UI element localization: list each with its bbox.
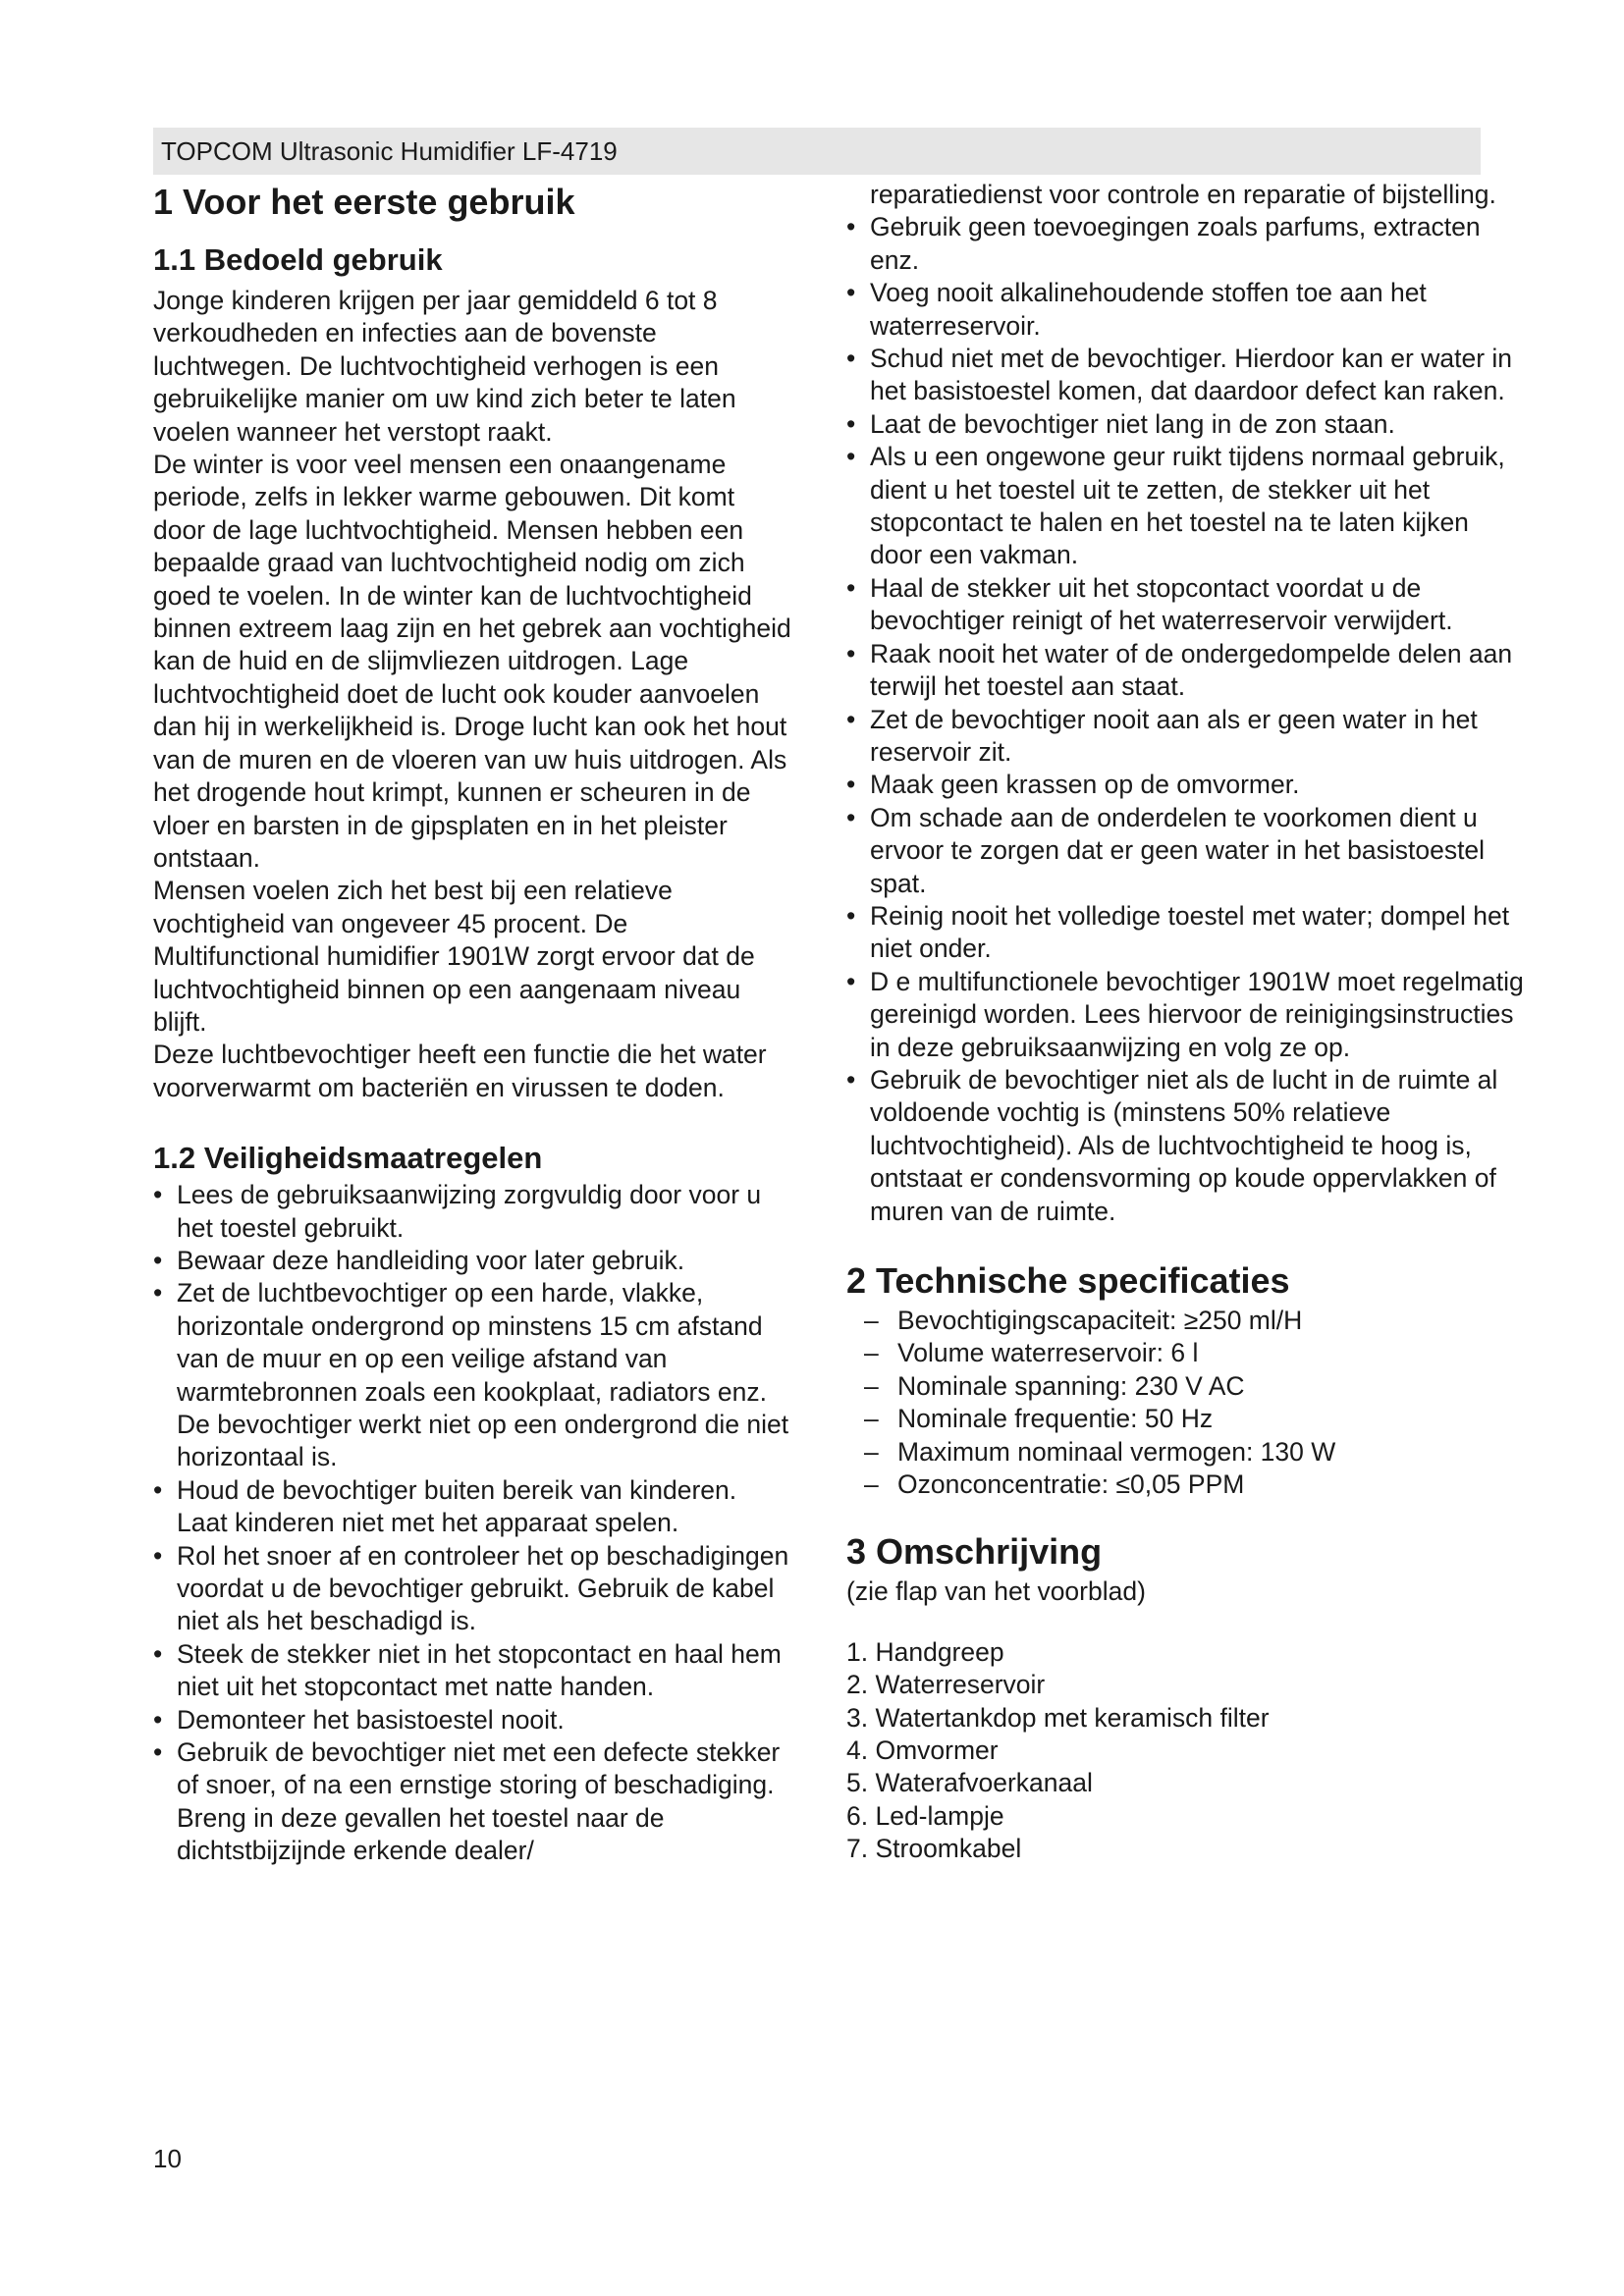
list-item: • Rol het snoer af en controleer het op beschadigingen voordat u de bevochtiger gebruikt. Gebruik de kabel niet als het beschadigd is. bbox=[153, 1540, 789, 1636]
list-item: – Nominale frequentie: 50 Hz bbox=[864, 1403, 1524, 1435]
list-item: • Zet de luchtbevochtiger op een harde, vlakke, horizontale ondergrond op minstens 15 cm afstand van de muur en op een veilige afstand van warmtebronnen zoals een kookplaat, radiators enz. De bevochtiger werkt niet op een ondergrond die niet horizontaal is. bbox=[153, 1278, 789, 1472]
list-item: • Voeg nooit alkalinehoudende stoffen toe aan het waterreservoir. bbox=[846, 278, 1427, 341]
bullet-icon: • bbox=[846, 212, 856, 242]
bullet-icon: • bbox=[846, 770, 856, 800]
bullet-icon: • bbox=[846, 704, 856, 734]
section-1-heading: 1 Voor het eerste gebruik bbox=[153, 182, 575, 222]
safety-list-right bbox=[846, 211, 1524, 1228]
document-header bbox=[153, 128, 1481, 175]
list-item: 3. Watertankdop met keramisch filter bbox=[846, 1702, 1270, 1733]
dash-icon: – bbox=[864, 1436, 879, 1467]
bullet-icon: • bbox=[846, 1064, 856, 1095]
section-1-2-heading: 1.2 Veiligheidsmaatregelen bbox=[153, 1141, 543, 1176]
bullet-icon: • bbox=[153, 1737, 163, 1768]
section-1-1-heading: 1.1 Bedoeld gebruik bbox=[153, 242, 443, 277]
list-item: • Demonteer het basistoestel nooit. bbox=[153, 1704, 791, 1736]
section-3-heading: 3 Omschrijving bbox=[846, 1531, 1103, 1573]
list-item: • Bewaar deze handleiding voor later gebruik. bbox=[153, 1245, 791, 1277]
list-item: 1. Handgreep bbox=[846, 1636, 1004, 1667]
specifications-list bbox=[846, 1305, 1524, 1501]
list-item: • Schud niet met de bevochtiger. Hierdoor kan er water in het basistoestel komen, dat daardoor defect kan raken. bbox=[846, 344, 1513, 406]
list-item: 7. Stroomkabel bbox=[846, 1834, 1022, 1864]
list-item: – Volume waterreservoir: 6 l bbox=[864, 1337, 1524, 1369]
bullet-icon: • bbox=[153, 1278, 163, 1308]
document-header-title: TOPCOM Ultrasonic Humidifier LF-4719 bbox=[161, 136, 618, 166]
bullet-icon: • bbox=[846, 408, 856, 439]
intended-use-paragraph: Jonge kinderen krijgen per jaar gemiddeld 6 tot 8 verkoudheden en infecties aan de bovenste luchtwegen. De luchtvochtigheid verhogen is een gebruikelijke manier om uw kind zich beter te laten voelen wanneer het verstopt raakt. bbox=[153, 286, 736, 447]
bullet-icon: • bbox=[846, 572, 856, 603]
right-column bbox=[846, 179, 1524, 1866]
section-3-note: (zie flap van het voorblad) bbox=[846, 1576, 1146, 1607]
list-item: 4. Omvormer bbox=[846, 1735, 999, 1766]
bullet-icon: • bbox=[846, 638, 856, 668]
page-number: 10 bbox=[153, 2144, 182, 2173]
list-item: 2. Waterreservoir bbox=[846, 1670, 1046, 1700]
list-item: • Lees de gebruiksaanwijzing zorgvuldig door voor u het toestel gebruikt. bbox=[153, 1180, 762, 1243]
list-item: – Maximum nominaal vermogen: 130 W bbox=[864, 1436, 1524, 1468]
list-item: • Maak geen krassen op de omvormer. bbox=[846, 769, 1524, 801]
list-item: – Ozonconcentratie: ≤0,05 PPM bbox=[864, 1468, 1524, 1501]
dash-icon: – bbox=[864, 1338, 879, 1368]
safety-list-left bbox=[153, 1179, 791, 1868]
bullet-icon: • bbox=[153, 1180, 163, 1210]
bullet-icon: • bbox=[846, 900, 856, 931]
intended-use-paragraph: De winter is voor veel mensen een onaangename periode, zelfs in lekker warme gebouwen. Dit komt door de lage luchtvochtigheid. Mensen hebben een bepaalde graad van luchtvochtigheid nodig om zich goed te voelen. In de winter kan de luchtvochtigheid binnen extreem laag zijn en het gebrek aan vochtigheid kan de huid en de slijmvliezen uitdrogen. Lage luchtvochtigheid doet de lucht ook kouder aanvoelen dan hij in werkelijkheid is. Droge lucht kan ook het hout van de muren en de vloeren van uw huis uitdrogen. Als het drogende hout krimpt, kunnen er scheuren in de vloer en barsten in de gipsplaten en in het pleister ontstaan. bbox=[153, 450, 791, 873]
parts-list bbox=[846, 1636, 1524, 1866]
list-item: • Gebruik geen toevoegingen zoals parfums, extracten enz. bbox=[846, 212, 1481, 275]
list-item: • Laat de bevochtiger niet lang in de zon staan. bbox=[846, 408, 1524, 441]
list-item: • Haal de stekker uit het stopcontact voordat u de bevochtiger reinigt of het waterreservoir verwijdert. bbox=[846, 572, 1453, 636]
list-item: 5. Waterafvoerkanaal bbox=[846, 1768, 1093, 1798]
left-column bbox=[153, 179, 791, 1868]
intended-use-paragraph: Deze luchtbevochtiger heeft een functie die het water voorverwarmt om bacteriën en virussen te doden. bbox=[153, 1040, 767, 1102]
list-item: • Als u een ongewone geur ruikt tijdens normaal gebruik, dient u het toestel uit te zetten, de stekker uit het stopcontact te halen en het toestel na te laten kijken door een vakman. bbox=[846, 442, 1505, 570]
bullet-icon: • bbox=[846, 802, 856, 832]
bullet-icon: • bbox=[846, 442, 856, 472]
list-item: 6. Led-lampje bbox=[846, 1800, 1004, 1831]
intended-use-paragraph: Mensen voelen zich het best bij een relatieve vochtigheid van ongeveer 45 procent. De Multifunctional humidifier 1901W zorgt ervoor dat de luchtvochtigheid binnen op een aangenaam niveau blijft. bbox=[153, 876, 755, 1037]
bullet-icon: • bbox=[153, 1474, 163, 1505]
bullet-icon: • bbox=[153, 1540, 163, 1571]
bullet-icon: • bbox=[846, 344, 856, 374]
bullet-icon: • bbox=[153, 1704, 163, 1735]
list-item: • Houd de bevochtiger buiten bereik van kinderen. Laat kinderen niet met het apparaat spelen. bbox=[153, 1474, 737, 1538]
list-item: • D e multifunctionele bevochtiger 1901W moet regelmatig gereinigd worden. Lees hiervoor de reinigingsinstructies in deze gebruiksaanwijzing en volg ze op. bbox=[846, 966, 1524, 1062]
bullet-icon: • bbox=[153, 1245, 163, 1275]
safety-list-continuation: reparatiedienst voor controle en reparatie of bijstelling. bbox=[870, 180, 1496, 209]
list-item: • Gebruik de bevochtiger niet met een defecte stekker of snoer, of na een ernstige storing of beschadiging. Breng in deze gevallen het toestel naar de dichtstbijzijnde erkende dealer/ bbox=[153, 1737, 781, 1866]
list-item: • Steek de stekker niet in het stopcontact en haal hem niet uit het stopcontact met natte handen. bbox=[153, 1638, 782, 1702]
list-item: • Raak nooit het water of de ondergedompelde delen aan terwijl het toestel aan staat. bbox=[846, 638, 1513, 702]
section-2-heading: 2 Technische specificaties bbox=[846, 1260, 1290, 1301]
dash-icon: – bbox=[864, 1469, 879, 1500]
dash-icon: – bbox=[864, 1306, 879, 1335]
list-item: • Gebruik de bevochtiger niet als de lucht in de ruimte al voldoende vochtig is (minstens 50% relatieve luchtvochtigheid). Als de luchtvochtigheid te hoog is, ontstaat er condensvorming op koude oppervlakken of muren van de ruimte. bbox=[846, 1064, 1498, 1226]
list-item: – Nominale spanning: 230 V AC bbox=[864, 1370, 1524, 1403]
bullet-icon: • bbox=[153, 1638, 163, 1669]
dash-icon: – bbox=[864, 1404, 879, 1434]
list-item: • Om schade aan de onderdelen te voorkomen dient u ervoor te zorgen dat er geen water in het basistoestel spat. bbox=[846, 802, 1486, 898]
bullet-icon: • bbox=[846, 966, 856, 996]
list-item: • Zet de bevochtiger nooit aan als er geen water in het reservoir zit. bbox=[846, 704, 1478, 767]
dash-icon: – bbox=[864, 1370, 879, 1401]
bullet-icon: • bbox=[846, 278, 856, 308]
list-item: – Bevochtigingscapaciteit: ≥250 ml/H bbox=[864, 1305, 1524, 1337]
list-item: • Reinig nooit het volledige toestel met water; dompel het niet onder. bbox=[846, 900, 1510, 964]
